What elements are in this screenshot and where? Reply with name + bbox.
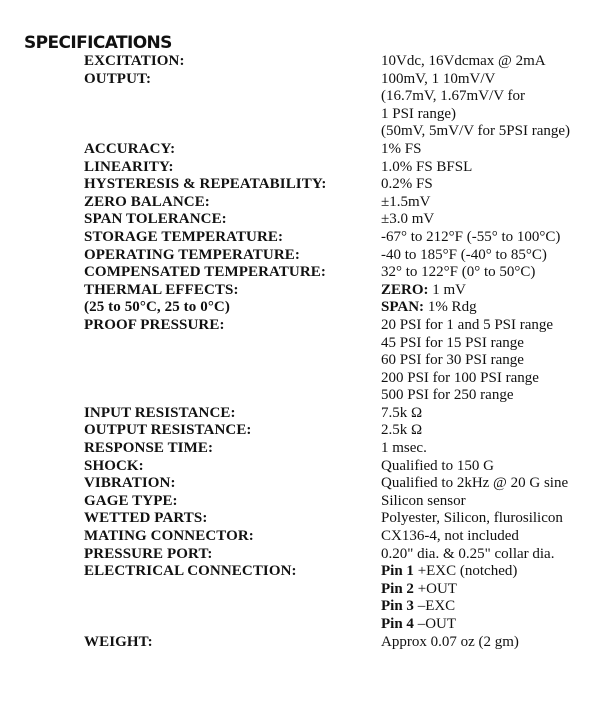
spec-value: 45 PSI for 15 PSI range bbox=[381, 334, 524, 351]
spec-value-text: +OUT bbox=[413, 580, 457, 597]
spec-row bbox=[84, 510, 598, 528]
spec-row bbox=[84, 317, 598, 405]
spec-value: Polyester, Silicon, flurosilicon bbox=[381, 510, 563, 527]
spec-values bbox=[381, 176, 598, 194]
spec-value: 10Vdc, 16Vdcmax @ 2mA bbox=[381, 53, 546, 69]
spec-label: MATING CONNECTOR: bbox=[84, 528, 254, 545]
spec-value-text: –OUT bbox=[413, 616, 457, 632]
spec-row bbox=[84, 159, 598, 177]
spec-value: ±3.0 mV bbox=[381, 211, 435, 228]
spec-row bbox=[84, 176, 598, 194]
spec-values bbox=[381, 53, 598, 71]
spec-value: 1 PSI range) bbox=[381, 105, 456, 122]
spec-row bbox=[84, 493, 598, 511]
spec-value-prefix: Pin 1 bbox=[381, 563, 414, 580]
spec-row bbox=[84, 440, 598, 458]
spec-value: 500 PSI for 250 range bbox=[381, 387, 514, 404]
spec-row bbox=[84, 422, 598, 440]
spec-values bbox=[381, 247, 598, 265]
spec-row bbox=[84, 194, 598, 212]
spec-values bbox=[381, 634, 598, 652]
spec-value bbox=[381, 299, 598, 317]
spec-value: 1% FS bbox=[381, 140, 422, 157]
spec-value: 200 PSI for 100 PSI range bbox=[381, 369, 539, 386]
spec-label: WEIGHT: bbox=[84, 633, 153, 650]
spec-values bbox=[381, 282, 598, 317]
spec-label: ZERO BALANCE: bbox=[84, 193, 210, 210]
spec-value: 1.0% FS BFSL bbox=[381, 158, 473, 175]
spec-value: ±1.5mV bbox=[381, 193, 431, 210]
spec-value-text: 1 mV bbox=[428, 281, 467, 298]
spec-values bbox=[381, 317, 598, 405]
spec-values bbox=[381, 422, 598, 440]
spec-value: (50mV, 5mV/V for 5PSI range) bbox=[381, 123, 571, 140]
spec-label: VIBRATION: bbox=[84, 475, 176, 492]
spec-values bbox=[381, 229, 598, 247]
spec-values bbox=[381, 510, 598, 528]
spec-value bbox=[381, 616, 598, 634]
spec-value-prefix: Pin 4 bbox=[381, 616, 414, 632]
spec-value: 1 msec. bbox=[381, 440, 427, 457]
spec-value: 2.5k Ω bbox=[381, 422, 423, 439]
spec-values bbox=[381, 194, 598, 212]
spec-value: CX136-4, not included bbox=[381, 528, 519, 545]
spec-value: -40 to 185°F (-40° to 85°C) bbox=[381, 246, 547, 263]
spec-value: 60 PSI for 30 PSI range bbox=[381, 352, 524, 369]
spec-row bbox=[84, 528, 598, 546]
spec-value: Qualified to 150 G bbox=[381, 457, 494, 474]
spec-label: INPUT RESISTANCE: bbox=[84, 404, 236, 421]
spec-value-prefix: Pin 3 bbox=[381, 598, 414, 615]
spec-values bbox=[381, 405, 598, 423]
spec-label: LINEARITY: bbox=[84, 158, 174, 175]
spec-values bbox=[381, 440, 598, 458]
spec-value-prefix: ZERO: bbox=[381, 281, 429, 298]
spec-sublabel: (25 to 50°C, 25 to 0°C) bbox=[84, 299, 230, 316]
spec-values bbox=[381, 458, 598, 476]
spec-value: Approx 0.07 oz (2 gm) bbox=[381, 633, 519, 650]
spec-label: PRESSURE PORT: bbox=[84, 545, 213, 562]
spec-value: (16.7mV, 1.67mV/V for bbox=[381, 88, 526, 105]
spec-label: GAGE TYPE: bbox=[84, 492, 178, 509]
spec-label: ELECTRICAL CONNECTION: bbox=[84, 563, 297, 580]
spec-values bbox=[381, 264, 598, 282]
spec-values bbox=[381, 211, 598, 229]
spec-value bbox=[381, 282, 598, 300]
spec-value: 0.2% FS bbox=[381, 176, 433, 193]
spec-label: PROOF PRESSURE: bbox=[84, 316, 225, 333]
spec-value bbox=[381, 598, 598, 616]
spec-row bbox=[84, 229, 598, 247]
section-heading: SPECIFICATIONS bbox=[24, 33, 172, 53]
spec-label: ACCURACY: bbox=[84, 140, 176, 157]
spec-row bbox=[84, 141, 598, 159]
spec-row bbox=[84, 634, 598, 652]
spec-label: OUTPUT: bbox=[84, 70, 152, 87]
spec-row bbox=[84, 53, 598, 71]
spec-values bbox=[381, 528, 598, 546]
spec-value-text: +EXC (notched) bbox=[413, 563, 518, 580]
spec-value bbox=[381, 563, 598, 581]
spec-value: 7.5k Ω bbox=[381, 404, 423, 421]
spec-value: 0.20" dia. & 0.25" collar dia. bbox=[381, 545, 555, 562]
spec-values bbox=[381, 493, 598, 511]
spec-label: OUTPUT RESISTANCE: bbox=[84, 422, 252, 439]
spec-value: Qualified to 2kHz @ 20 G sine bbox=[381, 475, 569, 492]
spec-label: HYSTERESIS & REPEATABILITY: bbox=[84, 176, 327, 193]
spec-value: -67° to 212°F (-55° to 100°C) bbox=[381, 228, 561, 245]
spec-row bbox=[84, 282, 598, 317]
spec-row bbox=[84, 563, 598, 633]
spec-row bbox=[84, 247, 598, 265]
spec-value-prefix: Pin 2 bbox=[381, 580, 414, 597]
spec-value: 32° to 122°F (0° to 50°C) bbox=[381, 264, 536, 281]
spec-row bbox=[84, 211, 598, 229]
spec-label-block bbox=[84, 282, 376, 317]
spec-label: STORAGE TEMPERATURE: bbox=[84, 228, 284, 245]
spec-values bbox=[381, 546, 598, 564]
spec-row bbox=[84, 264, 598, 282]
spec-values bbox=[381, 141, 598, 159]
spec-label: THERMAL EFFECTS: bbox=[84, 281, 239, 298]
spec-values bbox=[381, 71, 598, 141]
spec-values bbox=[381, 159, 598, 177]
spec-value-text: –EXC bbox=[413, 598, 456, 615]
spec-value: Silicon sensor bbox=[381, 492, 466, 509]
spec-row bbox=[84, 475, 598, 493]
spec-label: WETTED PARTS: bbox=[84, 510, 208, 527]
spec-row bbox=[84, 546, 598, 564]
spec-row bbox=[84, 405, 598, 423]
spec-row bbox=[84, 458, 598, 476]
spec-label: SPAN TOLERANCE: bbox=[84, 211, 227, 228]
spec-label: COMPENSATED TEMPERATURE: bbox=[84, 264, 326, 281]
spec-label: SHOCK: bbox=[84, 457, 144, 474]
spec-value: 20 PSI for 1 and 5 PSI range bbox=[381, 316, 554, 333]
spec-label: OPERATING TEMPERATURE: bbox=[84, 246, 300, 263]
spec-values bbox=[381, 563, 598, 633]
spec-value-prefix: SPAN: bbox=[381, 299, 425, 316]
spec-value-text: 1% Rdg bbox=[424, 299, 477, 316]
spec-values bbox=[381, 475, 598, 493]
spec-label: RESPONSE TIME: bbox=[84, 440, 214, 457]
spec-row bbox=[84, 71, 598, 141]
spec-label: EXCITATION: bbox=[84, 53, 185, 69]
spec-value bbox=[381, 581, 598, 599]
spec-value: 100mV, 1 10mV/V bbox=[381, 70, 496, 87]
spec-list bbox=[84, 53, 598, 651]
